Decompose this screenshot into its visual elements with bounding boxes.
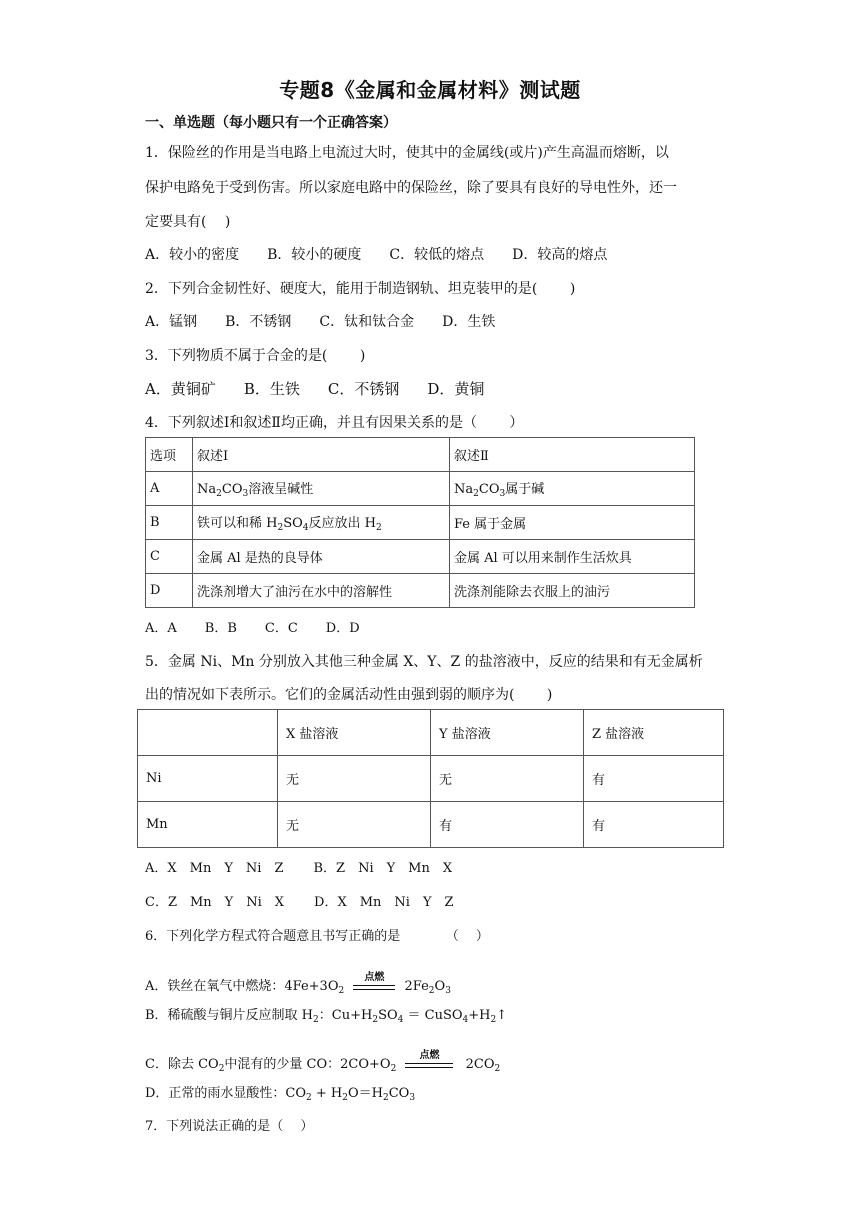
q5-stem-line2: 出的情况如下表所示。它们的金属活动性由强到弱的顺序为( ): [145, 687, 553, 703]
table-cell: 洗涤剂能除去衣服上的油污: [450, 574, 695, 608]
table-cell: 金属 Al 是热的良导体: [193, 540, 450, 574]
table-row: [146, 472, 695, 506]
q2-option-c[interactable]: C．钛和钛合金: [319, 314, 415, 330]
q6-option-a[interactable]: A．铁丝在氧气中燃烧：$4Fe+3O_2$ 点燃 $2Fe_2O_3$: [145, 971, 451, 996]
table-row: [146, 540, 695, 574]
table-cell: 无: [278, 802, 431, 848]
table-cell: 铁可以和稀 $H_2SO_4$反应放出 $H_2$: [193, 506, 450, 540]
q3-option-a[interactable]: A．黄铜矿: [145, 380, 216, 398]
q7-stem: 7．下列说法正确的是（ ）: [145, 1119, 314, 1134]
reaction-arrow-ignite: 点燃: [403, 1058, 455, 1072]
document-title: 专题8《金属和金属材料》测试题: [279, 78, 581, 102]
q4-table: [145, 437, 695, 608]
reaction-arrow-ignite: 点燃: [351, 980, 397, 994]
q6-option-d[interactable]: D．正常的雨水显酸性：$CO_2 + H_2O=H_2CO_3$: [145, 1086, 416, 1103]
q1-stem-line2: 保护电路免于受到伤害。所以家庭电路中的保险丝，除了要具有良好的导电性外，还一: [145, 180, 677, 196]
table-header-row: [146, 438, 695, 472]
q6-stem: 6．下列化学方程式符合题意且书写正确的是 （ ）: [145, 929, 489, 944]
q1-option-d[interactable]: D．较高的熔点: [512, 247, 608, 263]
table-header-cell: X 盐溶液: [278, 710, 431, 756]
q3-option-d[interactable]: D．黄铜: [427, 380, 485, 398]
table-cell: Mn: [138, 802, 278, 848]
table-row: [146, 574, 695, 608]
q1-options: [145, 244, 635, 264]
table-cell: B: [146, 506, 193, 540]
q3-option-c[interactable]: C．不锈钢: [327, 380, 400, 398]
q5-options-row2: [145, 891, 454, 910]
q1-stem-line1: 1．保险丝的作用是当电路上电流过大时，使其中的金属线(或片)产生高温而熔断，以: [145, 145, 669, 161]
q1-option-b[interactable]: B．较小的硬度: [267, 247, 362, 263]
q5-stem-line1: 5．金属 Ni、Mn 分别放入其他三种金属 X、Y、Z 的盐溶液中，反应的结果和有无金属析: [145, 654, 703, 670]
q3-stem: 3．下列物质不属于合金的是( ): [145, 348, 366, 364]
q5-option-d[interactable]: D．X Mn Ni Y Z: [314, 895, 454, 910]
q1-stem-line3: 定要具有( ): [145, 214, 231, 230]
q4-options: [145, 617, 388, 636]
q6-option-c[interactable]: C．除去 $CO_2$中混有的少量 CO：$2CO+O_2$ 点燃 $2CO_2$: [145, 1049, 501, 1074]
table-header-cell: 叙述Ⅱ: [450, 438, 695, 472]
q6-option-b[interactable]: B．稀硫酸与铜片反应制取 $H_2$：$Cu+H_2SO_4$ ＝ $CuSO_4+H_2↑$: [145, 1008, 508, 1025]
table-cell: $Na_2CO_3$属于碱: [450, 472, 695, 506]
table-cell: D: [146, 574, 193, 608]
q4-option-d[interactable]: D．D: [325, 621, 360, 636]
table-header-cell: 叙述Ⅰ: [193, 438, 450, 472]
q5-options-row1: [145, 857, 452, 876]
table-cell: 有: [584, 756, 724, 802]
table-header-cell: Y 盐溶液: [431, 710, 584, 756]
q2-option-a[interactable]: A．锰钢: [145, 314, 198, 330]
q5-option-b[interactable]: B．Z Ni Y Mn X: [313, 861, 453, 876]
table-cell: $Na_2CO_3$溶液呈碱性: [193, 472, 450, 506]
table-cell: C: [146, 540, 193, 574]
q3-options: [145, 378, 512, 399]
table-header-cell: [138, 710, 278, 756]
q2-stem: 2．下列合金韧性好、硬度大，能用于制造钢轨、坦克装甲的是( ): [145, 281, 576, 297]
table-cell: Fe 属于金属: [450, 506, 695, 540]
table-header-cell: Z 盐溶液: [584, 710, 724, 756]
table-header-cell: 选项: [146, 438, 193, 472]
q4-option-c[interactable]: C．C: [264, 621, 298, 636]
table-cell: 无: [431, 756, 584, 802]
q1-option-c[interactable]: C．较低的熔点: [389, 247, 485, 263]
q4-option-b[interactable]: B．B: [204, 621, 237, 636]
q2-option-d[interactable]: D．生铁: [442, 314, 496, 330]
table-row: [146, 506, 695, 540]
table-cell: 有: [584, 802, 724, 848]
table-row: [138, 802, 724, 848]
table-cell: 洗涤剂增大了油污在水中的溶解性: [193, 574, 450, 608]
q4-stem: 4．下列叙述Ⅰ和叙述Ⅱ均正确，并且有因果关系的是（ ）: [145, 415, 524, 431]
q4-option-a[interactable]: A．A: [145, 621, 177, 636]
table-cell: 有: [431, 802, 584, 848]
table-header-row: [138, 710, 724, 756]
table-cell: Ni: [138, 756, 278, 802]
q3-option-b[interactable]: B．生铁: [243, 380, 300, 398]
table-cell: 无: [278, 756, 431, 802]
table-row: [138, 756, 724, 802]
table-cell: A: [146, 472, 193, 506]
q2-options: [145, 311, 523, 331]
q5-table: [137, 709, 724, 848]
q5-option-c[interactable]: C．Z Mn Y Ni X: [145, 895, 285, 910]
section-heading-single-choice: 一、单选题（每小题只有一个正确答案）: [145, 115, 397, 131]
q1-option-a[interactable]: A．较小的密度: [145, 247, 240, 263]
table-cell: 金属 Al 可以用来制作生活炊具: [450, 540, 695, 574]
q2-option-b[interactable]: B．不锈钢: [225, 314, 292, 330]
q5-option-a[interactable]: A．X Mn Y Ni Z: [145, 861, 284, 876]
